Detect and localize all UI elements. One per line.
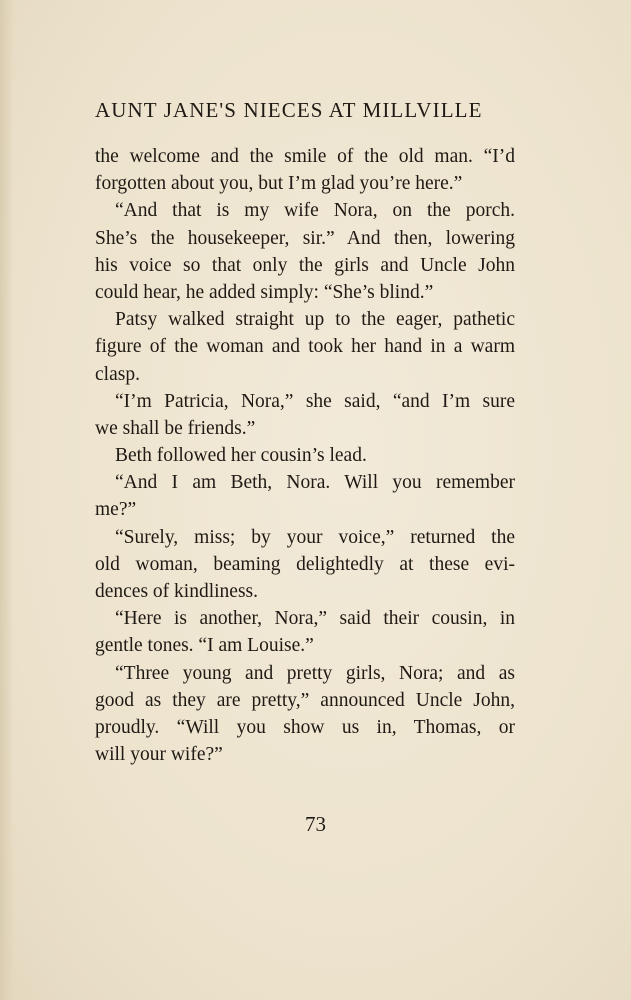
text-line: “Here is another, Nora,” said their cousin, in <box>115 608 515 630</box>
text-line: “Three young and pretty girls, Nora; and as <box>115 662 515 684</box>
text-line: Patsy walked straight up to the eager, pathetic <box>115 309 515 331</box>
text-line: “And I am Beth, Nora. Will you remember <box>115 472 515 494</box>
text-line: me?” <box>95 499 137 521</box>
page-gutter-shadow <box>0 0 14 1000</box>
text-line: Beth followed her cousin’s lead. <box>115 445 367 467</box>
text-line: his voice so that only the girls and Uncle John <box>95 254 515 276</box>
text-line: old woman, beaming delightedly at these evi- <box>95 553 515 575</box>
text-line: figure of the woman and took her hand in a warm <box>95 336 515 358</box>
body-text <box>95 143 515 768</box>
text-line: dences of kindliness. <box>95 581 259 602</box>
text-line: could hear, he added simply: “She’s blind.” <box>95 281 434 303</box>
text-line: clasp. <box>95 363 140 385</box>
text-line: “I’m Patricia, Nora,” she said, “and I’m sure <box>115 390 515 412</box>
text-line: gentle tones. “I am Louise.” <box>95 635 314 657</box>
text-line: will your wife?” <box>95 744 223 766</box>
text-line: we shall be friends.” <box>95 417 256 439</box>
text-line: She’s the housekeeper, sir.” And then, lowering <box>95 227 515 249</box>
text-line: good as they are pretty,” announced Uncle John, <box>95 689 515 711</box>
text-line: proudly. “Will you show us in, Thomas, or <box>95 716 515 738</box>
running-head: AUNT JANE'S NIECES AT MILLVILLE <box>95 98 483 122</box>
text-line: “Surely, miss; by your voice,” returned the <box>115 526 515 548</box>
text-line: the welcome and the smile of the old man. “I’d <box>95 146 515 167</box>
text-line: “And that is my wife Nora, on the porch. <box>115 200 515 222</box>
page-number: 73 <box>305 812 326 836</box>
text-line: forgotten about you, but I’m glad you’re here.” <box>95 173 463 195</box>
